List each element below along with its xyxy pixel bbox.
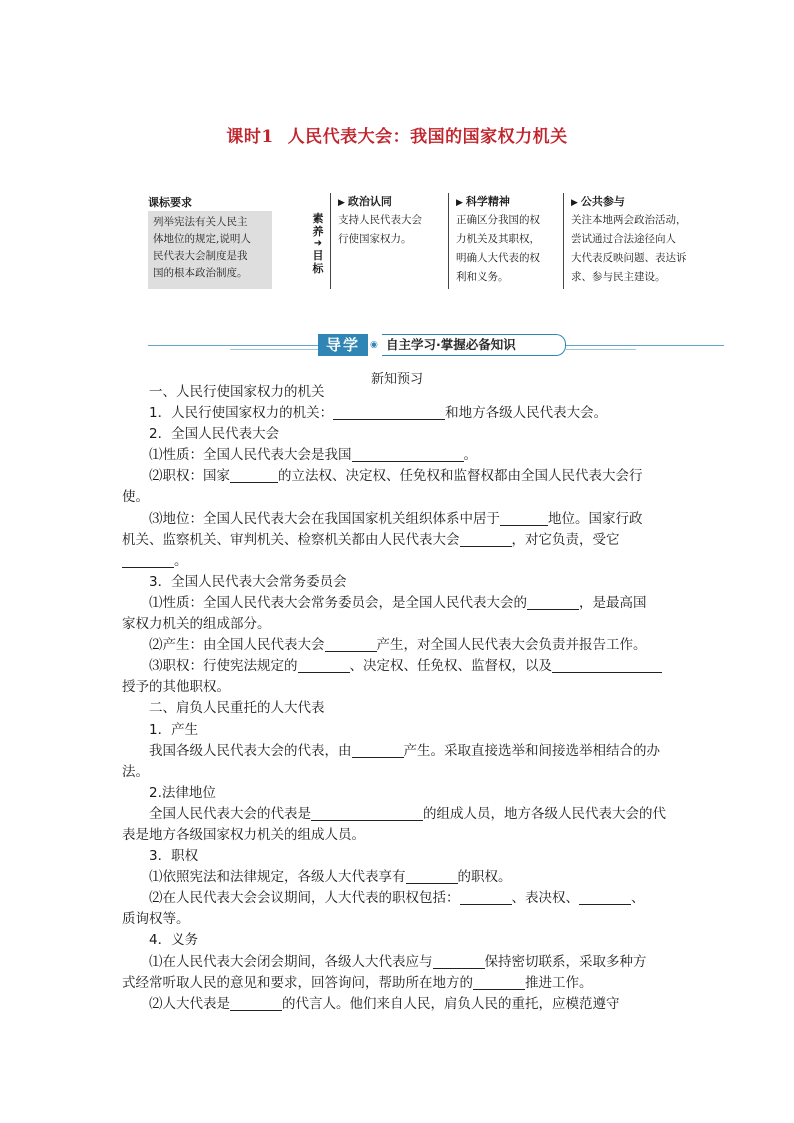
- banner-tag: 导学: [318, 334, 368, 356]
- triangle-icon: ▶: [338, 198, 345, 208]
- text-line: ⑶职权：行使宪法规定的 、决定权、任免权、监督权，以及: [122, 656, 675, 677]
- text-line: 1．产生: [149, 721, 199, 738]
- text-line: ⑵职权：国家 的立法权、决定权、任免权和监督权都由全国人民代表大会行: [149, 468, 643, 485]
- goal-line: 尝试通过合法途径向人: [571, 233, 676, 245]
- triangle-icon: ▶: [571, 198, 578, 208]
- triangle-icon: ▶: [456, 198, 463, 208]
- fill-blank[interactable]: [527, 595, 579, 610]
- goal-title: ▶ 政治认同: [338, 195, 392, 208]
- text-line: 2.法律地位: [149, 784, 216, 801]
- text-line: ⑴性质：全国人民代表大会常务委员会，是全国人民代表大会的 ，是最高国: [149, 594, 647, 611]
- text-line: 3．职权: [149, 848, 199, 865]
- fill-blank[interactable]: [311, 806, 423, 821]
- lesson-name: 人民代表大会：我国的国家权力机关: [287, 127, 568, 147]
- core-literacy-label: [310, 212, 326, 275]
- goal-line: 利和义务。: [456, 271, 509, 283]
- text-line: 4．义务: [149, 932, 199, 949]
- body-content: [122, 382, 675, 1015]
- banner-rule-left-thin: [230, 349, 318, 350]
- banner-text: 自主学习·掌握必备知识: [382, 334, 566, 356]
- fill-blank[interactable]: [325, 637, 377, 652]
- fill-blank[interactable]: [460, 532, 512, 547]
- text-line: 式经常听取人民的意见和要求，回答询问，帮助所在地方的 推进工作。: [122, 974, 593, 991]
- banner-rule-left: [148, 345, 318, 346]
- text-line: ⑶地位：全国人民代表大会在我国国家机关组织体系中居于 地位。国家行政: [149, 510, 643, 527]
- standards-line: 民代表大会制度是我: [153, 250, 248, 262]
- standards-box: [148, 211, 272, 289]
- fill-blank[interactable]: [352, 447, 464, 462]
- text-line: ⑴性质：全国人民代表大会是我国 。: [149, 447, 477, 464]
- goal-line: 支持人民代表大会: [338, 214, 422, 226]
- fill-blank[interactable]: [333, 405, 445, 420]
- text-line: ⑵在人民代表大会会议期间，人大代表的职权包括： 、表决权、 、: [149, 890, 645, 907]
- text-line: 二、肩负人民重托的人大代表: [149, 700, 325, 717]
- text-line: 一、人民行使国家权力的机关: [149, 384, 325, 400]
- banner-rule-right: [566, 345, 724, 346]
- fill-blank[interactable]: [500, 511, 548, 526]
- fill-blank[interactable]: [298, 658, 350, 673]
- goal-public-participation: [563, 193, 687, 289]
- fill-blank[interactable]: [460, 890, 512, 905]
- goal-political-identity: [330, 193, 446, 289]
- text-line: 1．人民行使国家权力的机关： 和地方各级人民代表大会。: [149, 405, 608, 422]
- text-line: 家权力机关的组成部分。: [122, 616, 271, 633]
- text-line: 法。: [122, 763, 149, 780]
- text-line: ⑴依照宪法和法律规定，各级人大代表享有 的职权。: [149, 869, 512, 886]
- goal-line: 求、参与民主建设。: [571, 271, 666, 283]
- page-title: [0, 122, 794, 147]
- core-label-bottom: 目标: [312, 249, 324, 275]
- fill-blank[interactable]: [433, 954, 485, 969]
- text-line: 使。: [122, 489, 149, 506]
- standards-line: 体地位的规定,说明人: [153, 233, 251, 245]
- text-line: 表是地方各级国家权力机关的组成人员。: [122, 826, 365, 843]
- goal-line: 正确区分我国的权: [456, 214, 540, 226]
- text-line: 3．全国人民代表大会常务委员会: [149, 573, 347, 590]
- circle-dot-icon: ◉: [370, 340, 378, 350]
- text-line: 机关、监察机关、审判机关、检察机关都由人民代表大会 ，对它负责，受它: [122, 531, 620, 548]
- text-line: ⑵产生：由全国人民代表大会 产生，对全国人民代表大会负责并报告工作。: [149, 637, 647, 654]
- standards-label: 课标要求: [148, 196, 192, 209]
- text-line: ⑴在人民代表大会闭会期间，各级人大代表应与 保持密切联系，采取多种方: [149, 953, 647, 970]
- fill-blank[interactable]: [406, 869, 458, 884]
- section-heading: 新知预习: [370, 372, 423, 387]
- text-line: 授予的其他职权。: [122, 679, 230, 696]
- banner-rule-right-thin: [566, 349, 636, 350]
- text-line: 我国各级人民代表大会的代表，由 产生。采取直接选举和间接选举相结合的办: [149, 742, 660, 759]
- goal-line: 明确人大代表的权: [456, 252, 540, 264]
- goal-line: 力机关及其职权，: [456, 233, 540, 245]
- lesson-number: 课时1: [226, 127, 274, 147]
- text-line: 全国人民代表大会的代表是 的组成人员，地方各级人民代表大会的代: [149, 805, 666, 822]
- fill-blank[interactable]: [230, 468, 278, 483]
- goal-line: 行使国家权力。: [338, 233, 412, 245]
- core-label-top: 素养: [312, 212, 324, 238]
- goal-line: 大代表反映问题、表达诉: [571, 252, 687, 264]
- goal-scientific-spirit: [448, 193, 560, 289]
- fill-blank[interactable]: [230, 996, 282, 1011]
- fill-blank[interactable]: [552, 658, 662, 673]
- fill-blank[interactable]: [352, 743, 404, 758]
- text-line: 2．全国人民代表大会: [149, 426, 280, 443]
- fill-blank[interactable]: [122, 553, 174, 568]
- fill-blank[interactable]: [473, 975, 525, 990]
- standards-line: 国的根本政治制度。: [153, 267, 248, 279]
- goal-title: ▶ 科学精神: [456, 195, 510, 208]
- arrow-icon: ➜: [313, 238, 323, 249]
- standards-line: 列举宪法有关人民主: [153, 216, 248, 228]
- section-banner: [318, 334, 566, 356]
- text-line: 。: [122, 551, 675, 572]
- goal-line: 关注本地两会政治活动，: [571, 214, 687, 226]
- goal-title: ▶ 公共参与: [571, 195, 625, 208]
- text-line: ⑵人大代表是 的代言人。他们来自人民，肩负人民的重托，应模范遵守: [149, 995, 620, 1012]
- fill-blank[interactable]: [579, 890, 631, 905]
- text-line: 质询权等。: [122, 911, 190, 928]
